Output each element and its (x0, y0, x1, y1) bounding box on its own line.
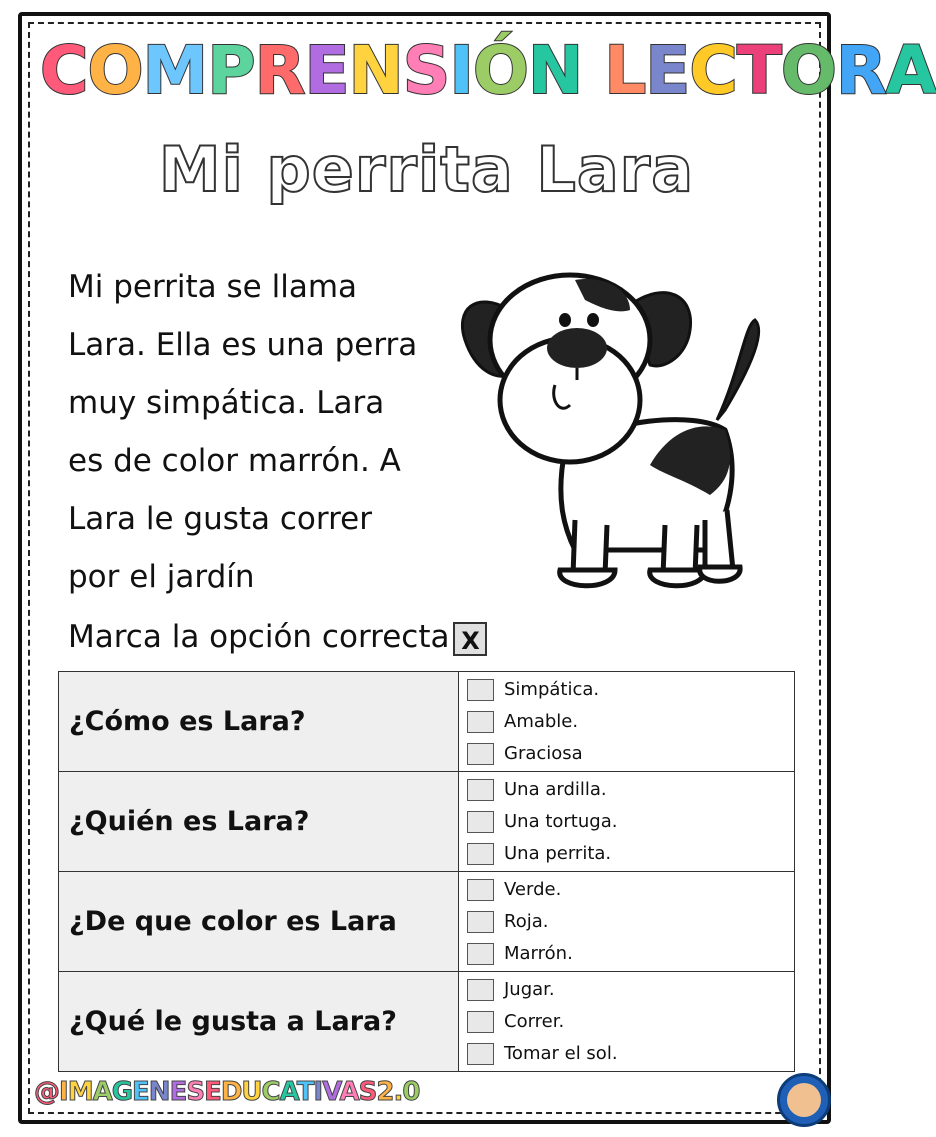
answer-label: Correr. (504, 1011, 565, 1032)
handle-letter: E (132, 1077, 149, 1107)
handle-letter: G (111, 1077, 133, 1107)
answer-checkbox[interactable] (467, 979, 494, 1001)
question-text: ¿Cómo es Lara? (59, 672, 459, 772)
answer-label: Una tortuga. (504, 811, 618, 832)
title-letter: M (142, 32, 208, 109)
handle-letter: D (220, 1077, 242, 1107)
answer-option[interactable] (467, 974, 794, 1006)
title-letter: Ó (472, 32, 528, 109)
answer-label: Una perrita. (504, 843, 612, 864)
answer-option[interactable] (467, 806, 794, 838)
quiz-row (59, 672, 795, 772)
title-letter: P (207, 32, 255, 109)
quiz-row (59, 972, 795, 1072)
answer-option[interactable] (467, 674, 794, 706)
logo-badge (777, 1073, 831, 1127)
story-text (68, 258, 448, 606)
quiz-row (59, 872, 795, 972)
answer-checkbox[interactable] (467, 711, 494, 733)
story-line: Mi perrita se llama (68, 269, 358, 305)
handle-letter: I (59, 1077, 68, 1107)
answer-checkbox[interactable] (467, 911, 494, 933)
title-letter: C (40, 32, 88, 109)
title-letter: N (348, 32, 403, 109)
story-title: Mi perrita Lara (158, 133, 695, 206)
instruction (68, 612, 487, 662)
handle-letter: S (358, 1077, 377, 1107)
title-letter: I (449, 32, 473, 109)
handle-letter: N (148, 1077, 170, 1107)
answer-label: Graciosa (504, 743, 583, 764)
answer-label: Jugar. (504, 979, 555, 1000)
question-text: ¿De que color es Lara (59, 872, 459, 972)
answer-option[interactable] (467, 874, 794, 906)
answer-checkbox[interactable] (467, 879, 494, 901)
title-letter: O (780, 32, 836, 109)
page-title (40, 26, 936, 116)
answer-option[interactable] (467, 706, 794, 738)
answer-label: Roja. (504, 911, 549, 932)
answer-checkbox[interactable] (467, 943, 494, 965)
handle-letter: @ (34, 1077, 59, 1107)
title-letter: L (604, 32, 646, 109)
answer-label: Una ardilla. (504, 779, 607, 800)
quiz-table (58, 671, 795, 1072)
answer-option[interactable] (467, 774, 794, 806)
answer-label: Verde. (504, 879, 562, 900)
answer-checkbox[interactable] (467, 1011, 494, 1033)
answer-option[interactable] (467, 838, 794, 870)
answer-checkbox[interactable] (467, 843, 494, 865)
title-letter: A (885, 32, 936, 109)
handle-letter: C (261, 1077, 280, 1107)
handle-letter: V (322, 1077, 340, 1107)
title-letter: R (835, 32, 886, 109)
answer-option[interactable] (467, 1038, 794, 1070)
answer-label: Simpática. (504, 679, 600, 700)
answer-label: Marrón. (504, 943, 573, 964)
dog-illustration (455, 270, 775, 600)
answer-label: Amable. (504, 711, 579, 732)
answer-checkbox[interactable] (467, 1043, 494, 1065)
handle-letter: E (169, 1077, 187, 1107)
story-line: muy simpática. Lara (68, 385, 385, 421)
handle-letter: I (313, 1077, 323, 1107)
answer-option[interactable] (467, 938, 794, 970)
title-letter: O (87, 32, 143, 109)
handle-letter: M (67, 1077, 93, 1107)
answer-checkbox[interactable] (467, 743, 494, 765)
title-letter: E (304, 32, 349, 109)
options-cell (459, 872, 795, 972)
answer-label: Tomar el sol. (504, 1043, 618, 1064)
title-letter (582, 32, 604, 109)
options-cell (459, 672, 795, 772)
handle-letter: 2 (376, 1077, 394, 1107)
answer-option[interactable] (467, 738, 794, 770)
handle-letter: E (204, 1077, 221, 1107)
handle-letter: 0 (402, 1077, 420, 1107)
quiz-row (59, 772, 795, 872)
handle-letter: U (241, 1077, 262, 1107)
story-line: Lara le gusta correr (68, 501, 372, 537)
answer-checkbox[interactable] (467, 811, 494, 833)
instruction-text: Marca la opción correcta (68, 619, 450, 655)
footer-handle (34, 1077, 419, 1107)
answer-checkbox[interactable] (467, 779, 494, 801)
handle-letter: A (339, 1077, 359, 1107)
options-cell (459, 972, 795, 1072)
title-letter: C (689, 32, 737, 109)
logo-face-icon (787, 1083, 821, 1117)
answer-checkbox[interactable] (467, 679, 494, 701)
story-line: Lara. Ella es una perra (68, 327, 418, 363)
story-line: es de color marrón. A (68, 443, 401, 479)
title-letter: T (736, 32, 781, 109)
title-letter: R (254, 32, 305, 109)
title-letter: E (645, 32, 690, 109)
question-text: ¿Qué le gusta a Lara? (59, 972, 459, 1072)
options-cell (459, 772, 795, 872)
question-text: ¿Quién es Lara? (59, 772, 459, 872)
handle-letter: A (279, 1077, 297, 1107)
handle-letter: A (92, 1077, 112, 1107)
title-letter: S (402, 32, 450, 109)
story-line: por el jardín (68, 559, 255, 595)
handle-letter: S (186, 1077, 205, 1107)
answer-option[interactable] (467, 1006, 794, 1038)
title-letter: N (528, 32, 583, 109)
mark-example-box: X (453, 622, 487, 656)
answer-option[interactable] (467, 906, 794, 938)
handle-letter: T (296, 1077, 314, 1107)
handle-letter: . (393, 1077, 403, 1107)
